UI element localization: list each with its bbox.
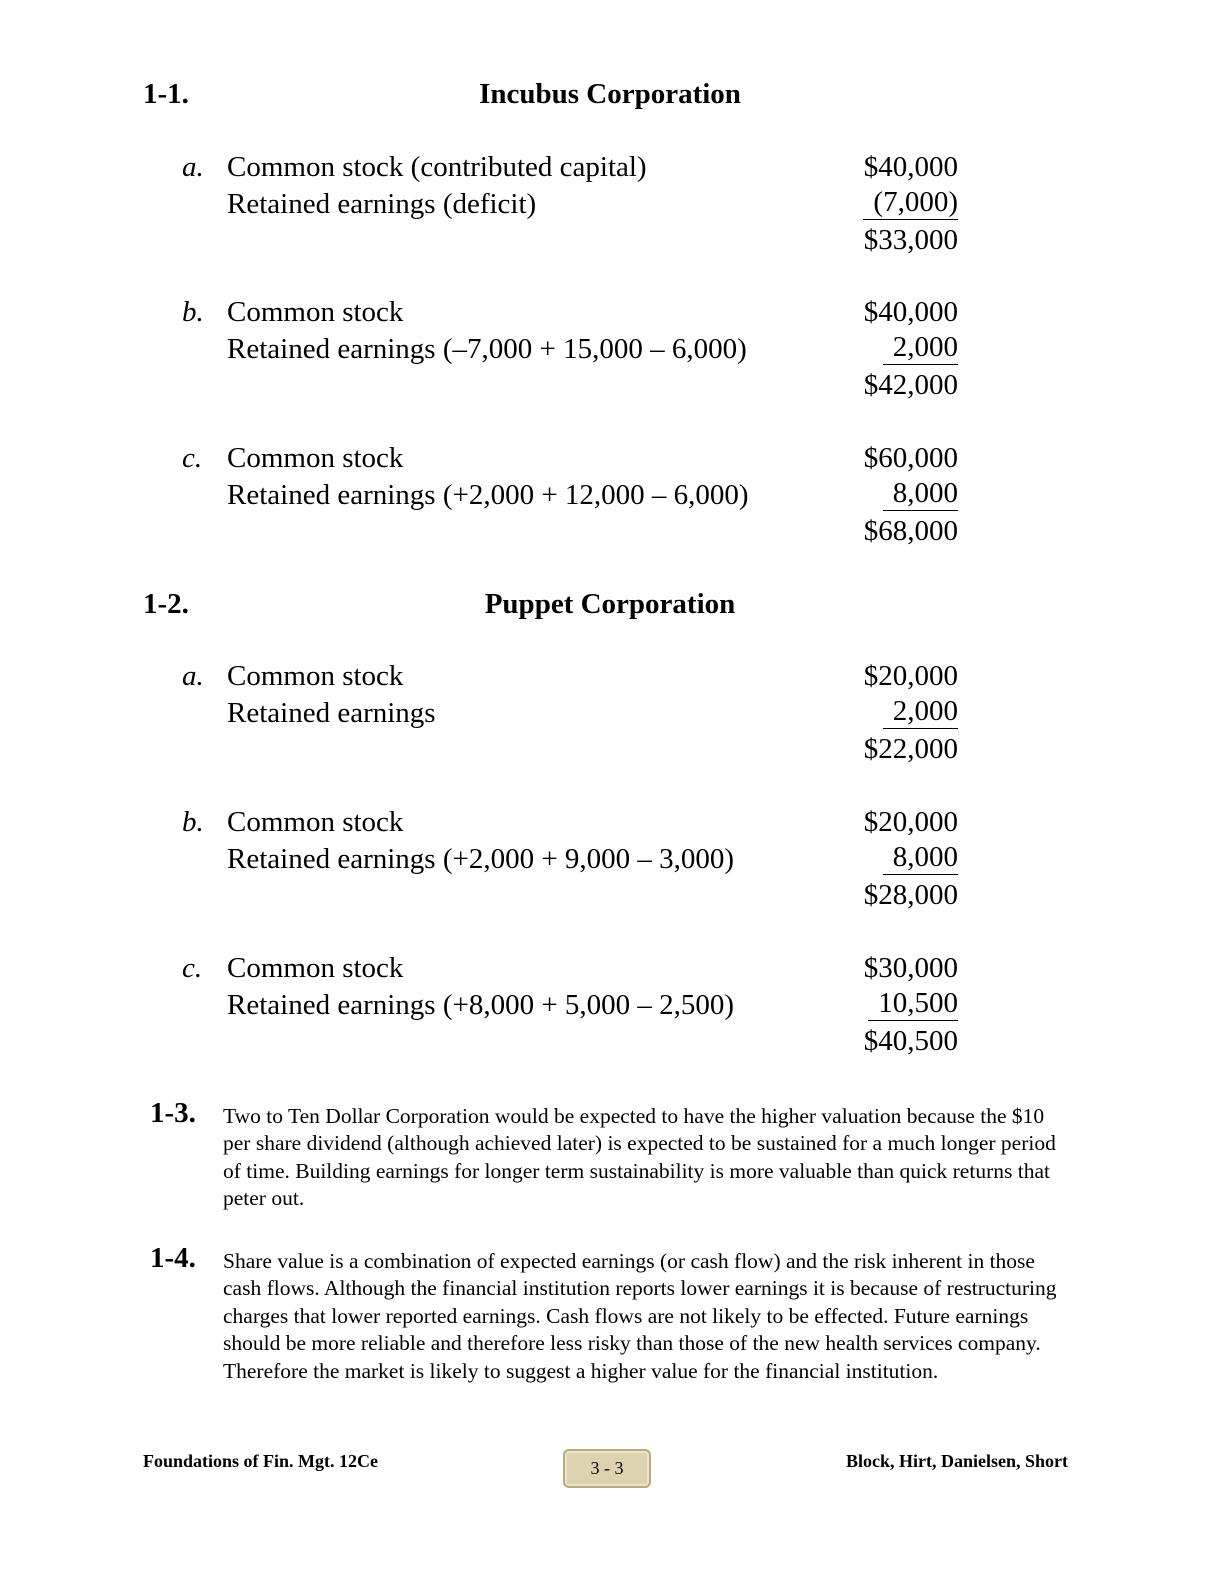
problem-1-1-title: Incubus Corporation: [479, 78, 741, 110]
total-row: [182, 731, 962, 768]
statement-row: [182, 950, 962, 987]
statement-row: [182, 841, 962, 878]
problem-1-2-part-c: [182, 950, 962, 1060]
statement-row: [182, 987, 962, 1024]
row-label: Retained earnings (deficit): [227, 187, 537, 220]
row-amount: 10,500: [868, 987, 958, 1021]
problem-1-1-part-c: [182, 440, 962, 550]
statement-row: [182, 804, 962, 841]
problem-1-2-number: 1-2.: [143, 588, 189, 620]
total-amount: $22,000: [863, 733, 958, 765]
statement-row: [182, 149, 962, 186]
total-row: [182, 1023, 962, 1060]
row-amount: $30,000: [863, 952, 958, 984]
row-amount: $40,000: [863, 296, 958, 328]
footer-authors: Block, Hirt, Danielsen, Short: [845, 1451, 1068, 1471]
total-row: [182, 222, 962, 259]
total-amount: $40,500: [863, 1025, 958, 1057]
total-amount: $68,000: [863, 515, 958, 547]
statement-row: [182, 658, 962, 695]
row-amount: 8,000: [883, 841, 958, 875]
row-label: Common stock: [227, 442, 404, 474]
total-row: [182, 513, 962, 550]
part-letter: c.: [182, 442, 203, 474]
statement-row: [182, 440, 962, 477]
row-amount: 8,000: [883, 477, 958, 511]
row-amount: $60,000: [863, 442, 958, 474]
problem-number: 1-4.: [150, 1242, 196, 1274]
total-amount: $28,000: [863, 879, 958, 911]
row-amount: 2,000: [883, 695, 958, 729]
problem-answer-text: Share value is a combination of expected earnings (or cash flow) and the risk inherent in those cash flows. Although the financial institution reports lower earnings it is because of restructuring charges that lower reported earnings. Cash flows are not likely to be effected. Future earnings should be more reliable and therefore less risky than those of the new health services company. Therefore the market is likely to suggest a higher value for the financial institution.: [223, 1249, 1057, 1383]
row-label: Retained earnings (+8,000 + 5,000 – 2,500): [227, 988, 735, 1021]
part-letter: c.: [182, 952, 203, 984]
row-label: Common stock: [227, 296, 404, 328]
footer-book-title: Foundations of Fin. Mgt. 12Ce: [143, 1451, 379, 1471]
statement-row: [182, 477, 962, 514]
row-label: Retained earnings (+2,000 + 12,000 – 6,000): [227, 478, 749, 511]
row-label: Common stock: [227, 660, 404, 692]
row-label: Common stock: [227, 952, 404, 984]
problem-1-2-title: Puppet Corporation: [484, 588, 736, 620]
part-letter: a.: [182, 151, 204, 183]
problem-1-2-part-b: [182, 804, 962, 914]
row-amount: $20,000: [863, 660, 958, 692]
statement-row: [182, 186, 962, 223]
total-amount: $42,000: [863, 369, 958, 401]
row-amount: 2,000: [883, 331, 958, 365]
part-letter: b.: [182, 806, 204, 838]
problem-1-2-part-a: [182, 658, 962, 768]
row-amount: $40,000: [863, 151, 958, 183]
problem-1-1-part-a: [182, 149, 962, 259]
row-label: Common stock: [227, 806, 404, 838]
part-letter: a.: [182, 660, 204, 692]
statement-row: [182, 294, 962, 331]
total-amount: $33,000: [863, 224, 958, 256]
row-label: Retained earnings: [227, 696, 436, 729]
page-number-badge: 3 - 3: [563, 1449, 651, 1488]
row-label: Retained earnings (–7,000 + 15,000 – 6,000): [227, 332, 747, 365]
row-label: Retained earnings (+2,000 + 9,000 – 3,000): [227, 842, 735, 875]
problem-1-1-number: 1-1.: [143, 78, 189, 110]
total-row: [182, 877, 962, 914]
statement-row: [182, 695, 962, 732]
row-label: Common stock (contributed capital): [227, 151, 647, 183]
total-row: [182, 367, 962, 404]
part-letter: b.: [182, 296, 204, 328]
row-amount: $20,000: [863, 806, 958, 838]
statement-row: [182, 331, 962, 368]
problem-1-1-part-b: [182, 294, 962, 404]
problem-number: 1-3.: [150, 1097, 196, 1129]
problem-answer-text: Two to Ten Dollar Corporation would be expected to have the higher valuation because the $10 per share dividend (although achieved later) is expected to be sustained for a much longer period of time. Building earnings for longer term sustainability is more valuable than quick returns that peter out.: [223, 1104, 1056, 1211]
row-amount: (7,000): [863, 186, 958, 220]
